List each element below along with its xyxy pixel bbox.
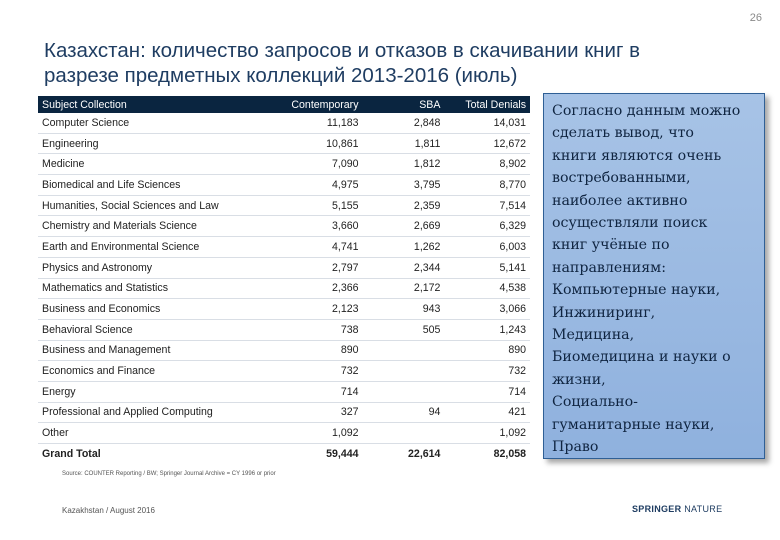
grand-total-row — [38, 444, 530, 464]
cell-contemporary: 7,090 — [276, 154, 362, 175]
grand-cell-sba: 22,614 — [408, 447, 441, 460]
callout-line: Право — [552, 439, 599, 456]
table-row — [38, 216, 530, 237]
title-line-2: разрезе предметных коллекций 2013-2016 (июль) — [44, 64, 518, 87]
cell-sba: 3,795 — [363, 175, 445, 196]
cell-contemporary: 890 — [276, 340, 362, 361]
cell-total-denials: 1,092 — [444, 423, 530, 444]
cell-contemporary: 5,155 — [276, 195, 362, 216]
callout-line: осуществляли поиск — [552, 215, 708, 232]
cell-total-denials: 1,243 — [444, 319, 530, 340]
cell-sba: 1,812 — [363, 154, 445, 175]
cell-subject: Chemistry and Materials Science — [38, 216, 276, 237]
cell-contemporary: 2,797 — [276, 257, 362, 278]
denials-table-container — [38, 96, 530, 464]
cell-subject: Mathematics and Statistics — [38, 278, 276, 299]
cell-total-denials: 3,066 — [444, 299, 530, 320]
callout-line: книг учёные по — [552, 237, 670, 254]
callout-line: Медицина, — [552, 327, 635, 344]
cell-total-denials: 14,031 — [444, 113, 530, 133]
grand-cell-contemporary: 59,444 — [326, 447, 359, 460]
table-header-row — [38, 96, 530, 113]
cell-sba: 943 — [363, 299, 445, 320]
cell-total-denials: 7,514 — [444, 195, 530, 216]
footer-country-date: Kazakhstan / August 2016 — [62, 506, 155, 515]
cell-total-denials: 4,538 — [444, 278, 530, 299]
cell-sba: 2,172 — [363, 278, 445, 299]
cell-sba — [363, 361, 445, 382]
cell-contemporary: 738 — [276, 319, 362, 340]
table-row — [38, 113, 530, 133]
callout-line: Биомедицина и науки о — [552, 349, 731, 366]
cell-subject: Humanities, Social Sciences and Law — [38, 195, 276, 216]
cell-sba — [363, 381, 445, 402]
table-row — [38, 257, 530, 278]
cell-total-denials: 12,672 — [444, 133, 530, 154]
cell-contemporary: 714 — [276, 381, 362, 402]
cell-contemporary: 2,366 — [276, 278, 362, 299]
cell-total-denials: 8,902 — [444, 154, 530, 175]
springer-nature-logo — [632, 504, 722, 514]
table-row — [38, 381, 530, 402]
cell-total-denials: 6,329 — [444, 216, 530, 237]
cell-subject: Other — [38, 423, 276, 444]
cell-subject: Business and Economics — [38, 299, 276, 320]
cell-subject: Economics and Finance — [38, 361, 276, 382]
cell-subject: Energy — [38, 381, 276, 402]
cell-sba: 2,848 — [363, 113, 445, 133]
cell-contemporary: 11,183 — [276, 113, 362, 133]
cell-sba: 505 — [363, 319, 445, 340]
cell-subject: Professional and Applied Computing — [38, 402, 276, 423]
table-row — [38, 319, 530, 340]
callout-line: Социально- — [552, 394, 638, 411]
callout-line: сделать вывод, что — [552, 125, 694, 142]
grand-cell-subject: Grand Total — [42, 447, 101, 460]
cell-sba — [363, 423, 445, 444]
cell-sba: 2,669 — [363, 216, 445, 237]
cell-contemporary: 1,092 — [276, 423, 362, 444]
cell-contemporary: 2,123 — [276, 299, 362, 320]
callout-line: гуманитарные науки, — [552, 416, 715, 433]
header-sba: SBA — [363, 96, 445, 113]
callout-text — [552, 100, 758, 459]
cell-total-denials: 421 — [444, 402, 530, 423]
grand-cell-total-denials: 82,058 — [493, 447, 526, 460]
cell-subject: Biomedical and Life Sciences — [38, 175, 276, 196]
cell-subject: Behavioral Science — [38, 319, 276, 340]
table-row — [38, 340, 530, 361]
logo-part-springer: SPRINGER — [632, 504, 682, 514]
callout-line: направлениям: — [552, 259, 666, 276]
page-title — [44, 38, 744, 88]
callout-line: Согласно данным можно — [552, 103, 741, 119]
cell-sba: 1,811 — [363, 133, 445, 154]
cell-subject: Medicine — [38, 154, 276, 175]
callout-line: наиболее активно — [552, 192, 688, 209]
cell-total-denials: 5,141 — [444, 257, 530, 278]
cell-sba: 94 — [363, 402, 445, 423]
callout-line: Компьютерные науки, — [552, 282, 721, 299]
cell-sba: 2,344 — [363, 257, 445, 278]
cell-subject: Business and Management — [38, 340, 276, 361]
table-body — [38, 113, 530, 464]
header-subject-collection: Subject Collection — [38, 96, 276, 113]
logo-part-nature: NATURE — [684, 504, 723, 514]
cell-contemporary: 3,660 — [276, 216, 362, 237]
cell-subject: Engineering — [38, 133, 276, 154]
callout-line: Инжиниринг, — [552, 304, 656, 321]
cell-contemporary: 327 — [276, 402, 362, 423]
header-total-denials: Total Denials — [444, 96, 530, 113]
table-row — [38, 154, 530, 175]
table-row — [38, 299, 530, 320]
table-row — [38, 237, 530, 258]
page-number: 26 — [749, 12, 762, 24]
cell-contemporary: 4,975 — [276, 175, 362, 196]
cell-total-denials: 714 — [444, 381, 530, 402]
cell-total-denials: 890 — [444, 340, 530, 361]
callout-line: востребованными, — [552, 170, 691, 187]
cell-subject: Physics and Astronomy — [38, 257, 276, 278]
denials-table — [38, 96, 530, 464]
cell-contemporary: 732 — [276, 361, 362, 382]
header-contemporary: Contemporary — [276, 96, 362, 113]
cell-subject: Earth and Environmental Science — [38, 237, 276, 258]
source-note: Source: COUNTER Reporting / BW; Springer Journal Archive = CY 1996 or prior — [62, 471, 276, 477]
cell-total-denials: 6,003 — [444, 237, 530, 258]
cell-sba: 1,262 — [363, 237, 445, 258]
callout-line: книги являются очень — [552, 147, 722, 164]
table-row — [38, 195, 530, 216]
table-row — [38, 402, 530, 423]
cell-sba: 2,359 — [363, 195, 445, 216]
cell-contemporary: 10,861 — [276, 133, 362, 154]
table-row — [38, 361, 530, 382]
conclusion-callout-box — [543, 93, 765, 459]
table-row — [38, 278, 530, 299]
table-row — [38, 133, 530, 154]
cell-total-denials: 732 — [444, 361, 530, 382]
callout-line: жизни, — [552, 371, 606, 388]
cell-sba — [363, 340, 445, 361]
table-row — [38, 423, 530, 444]
cell-contemporary: 4,741 — [276, 237, 362, 258]
cell-total-denials: 8,770 — [444, 175, 530, 196]
title-line-1: Казахстан: количество запросов и отказов в скачивании книг в — [44, 39, 641, 62]
cell-subject: Computer Science — [38, 113, 276, 133]
table-row — [38, 175, 530, 196]
